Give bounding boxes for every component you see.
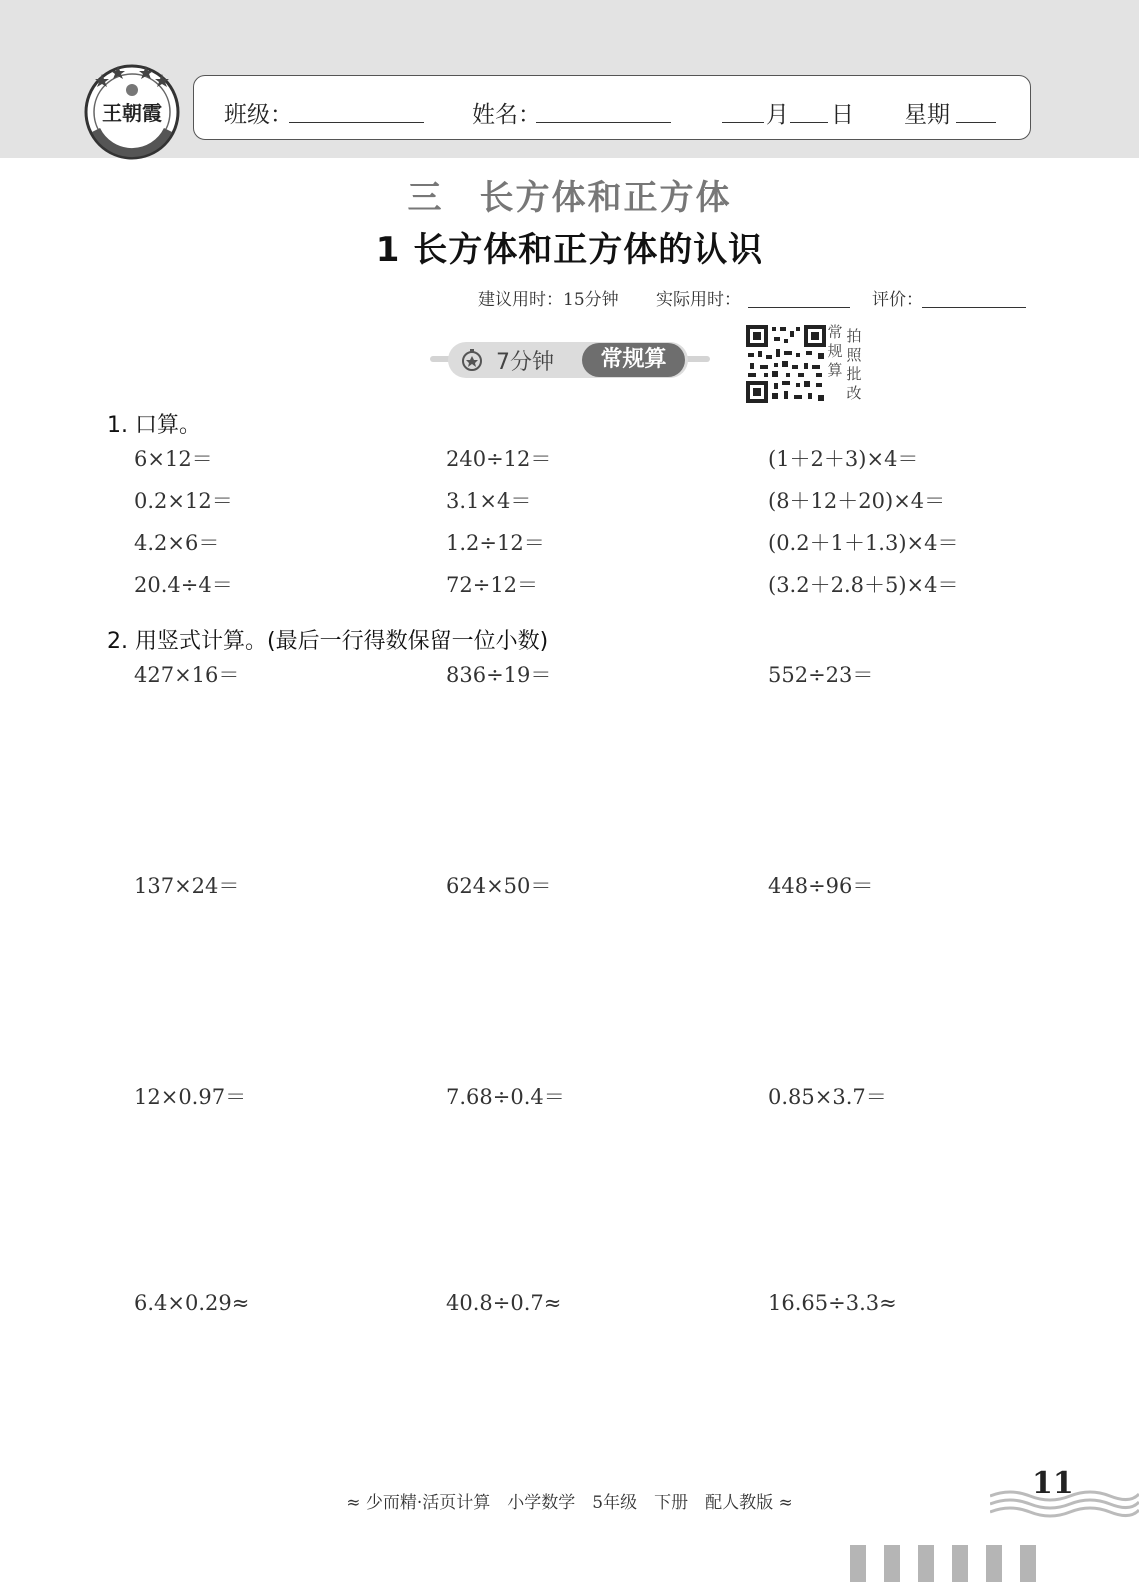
suggested-time: 建议用时：15分钟 [478, 290, 619, 310]
q1-item: 3.1×4＝ [446, 489, 532, 513]
evaluation-field[interactable] [922, 307, 1026, 308]
q1-item: 72÷12＝ [446, 573, 539, 597]
actual-time-field[interactable] [748, 307, 850, 308]
q1-item: 6×12＝ [134, 447, 213, 471]
actual-time-label: 实际用时： [656, 290, 741, 310]
q1-item: 4.2×6＝ [134, 531, 220, 555]
class-field[interactable] [289, 122, 424, 123]
badge-time: 7分钟 [496, 350, 554, 375]
q1-item: (0.2＋1＋1.3)×4＝ [768, 531, 959, 555]
q2-item: 16.65÷3.3≈ [768, 1291, 897, 1315]
class-label: 班级： [224, 102, 293, 128]
q1-item: 1.2÷12＝ [446, 531, 545, 555]
week-field[interactable] [956, 122, 996, 123]
q2-item: 427×16＝ [134, 663, 240, 687]
edge-tab-mark [952, 1545, 968, 1582]
q2-item: 448÷96＝ [768, 874, 874, 898]
q2-item: 624×50＝ [446, 874, 552, 898]
q2-item: 7.68÷0.4＝ [446, 1085, 565, 1109]
footer-text: ≈ 少而精·活页计算 小学数学 5年级 下册 配人教版 ≈ [346, 1493, 793, 1513]
edge-tab-mark [850, 1545, 866, 1582]
day-field[interactable] [790, 122, 828, 123]
q2-item: 12×0.97＝ [134, 1085, 247, 1109]
qr-caption-1: 常规算 [827, 323, 843, 379]
lesson-title: 1 长方体和正方体的认识 [375, 230, 764, 270]
badge-tag: 常规算 [582, 343, 685, 377]
name-field[interactable] [536, 122, 671, 123]
page-number: 11 [1032, 1466, 1074, 1501]
logo-wordmark: 王朝霞 [102, 101, 162, 125]
edge-tab-mark [1020, 1545, 1036, 1582]
student-info-box [193, 75, 1031, 140]
q1-item: 0.2×12＝ [134, 489, 233, 513]
q2-item: 137×24＝ [134, 874, 240, 898]
edge-tab-mark [884, 1545, 900, 1582]
evaluation-label: 评价： [872, 290, 923, 310]
week-label: 星期 [904, 102, 950, 128]
q2-item: 6.4×0.29≈ [134, 1291, 250, 1315]
edge-tab-mark [986, 1545, 1002, 1582]
brand-logo [80, 60, 184, 164]
q1-item: 240÷12＝ [446, 447, 552, 471]
q1-item: 20.4÷4＝ [134, 573, 233, 597]
q1-item: (1＋2＋3)×4＝ [768, 447, 919, 471]
name-label: 姓名： [472, 102, 541, 128]
qr-caption-2: 拍照批改 [846, 327, 862, 402]
q1-item: (3.2＋2.8＋5)×4＝ [768, 573, 959, 597]
q2-title: 2. 用竖式计算。(最后一行得数保留一位小数) [107, 629, 549, 654]
day-label: 日 [831, 102, 854, 128]
q2-item: 552÷23＝ [768, 663, 874, 687]
q2-item: 0.85×3.7＝ [768, 1085, 887, 1109]
edge-tab-mark [918, 1545, 934, 1582]
q2-item: 836÷19＝ [446, 663, 552, 687]
q1-title: 1. 口算。 [107, 413, 201, 438]
stopwatch-icon [460, 348, 484, 372]
month-field[interactable] [722, 122, 764, 123]
q2-item: 40.8÷0.7≈ [446, 1291, 562, 1315]
qr-code-icon[interactable] [746, 325, 826, 403]
chapter-title: 三 长方体和正方体 [407, 178, 732, 218]
q1-item: (8＋12＋20)×4＝ [768, 489, 946, 513]
month-label: 月 [766, 102, 789, 128]
